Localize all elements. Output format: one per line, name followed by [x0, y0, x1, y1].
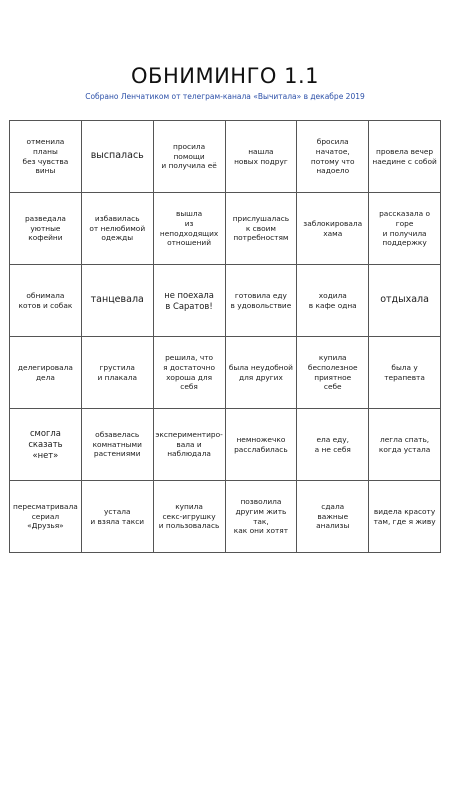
bingo-cell: устала и взяла такси — [82, 481, 154, 553]
bingo-cell: грустила и плакала — [82, 337, 154, 409]
bingo-cell: ела еду, а не себя — [297, 409, 369, 481]
bingo-cell: разведала уютные кофейни — [10, 193, 82, 265]
bingo-cell: купила секс-игрушку и пользовалась — [154, 481, 226, 553]
bingo-cell: вышла из неподходящих отношений — [154, 193, 226, 265]
bingo-cell: провела вечер наедине с собой — [369, 121, 441, 193]
page-title: ОБНИМИНГО 1.1 — [131, 64, 319, 88]
bingo-cell: сдала важные анализы — [297, 481, 369, 553]
page-subtitle: Собрано Ленчатиком от телеграм-канала «Вычитала» в декабре 2019 — [85, 92, 365, 101]
bingo-cell: смогла сказать «нет» — [10, 409, 82, 481]
bingo-cell: немножечко расслабилась — [226, 409, 298, 481]
bingo-cell: готовила еду в удовольствие — [226, 265, 298, 337]
bingo-cell: бросила начатое, потому что надоело — [297, 121, 369, 193]
bingo-cell: отменила планы без чувства вины — [10, 121, 82, 193]
bingo-cell: купила бесполезное приятное себе — [297, 337, 369, 409]
bingo-cell: заблокировала хама — [297, 193, 369, 265]
bingo-cell: была неудобной для других — [226, 337, 298, 409]
bingo-cell: танцевала — [82, 265, 154, 337]
bingo-cell: выспалась — [82, 121, 154, 193]
bingo-cell: пересматривала сериал «Друзья» — [10, 481, 82, 553]
bingo-cell: решила, что я достаточно хороша для себя — [154, 337, 226, 409]
bingo-cell: делегировала дела — [10, 337, 82, 409]
bingo-cell: обзавелась комнатными растениями — [82, 409, 154, 481]
bingo-cell: отдыхала — [369, 265, 441, 337]
bingo-cell: видела красоту там, где я живу — [369, 481, 441, 553]
bingo-cell: позволила другим жить так, как они хотят — [226, 481, 298, 553]
bingo-cell: была у терапевта — [369, 337, 441, 409]
bingo-cell: просила помощи и получила её — [154, 121, 226, 193]
bingo-cell: ходила в кафе одна — [297, 265, 369, 337]
bingo-cell: не поехала в Саратов! — [154, 265, 226, 337]
bingo-cell: обнимала котов и собак — [10, 265, 82, 337]
bingo-grid — [9, 120, 441, 553]
bingo-cell: рассказала о горе и получила поддержку — [369, 193, 441, 265]
bingo-cell: нашла новых подруг — [226, 121, 298, 193]
bingo-cell: избавилась от нелюбимой одежды — [82, 193, 154, 265]
bingo-cell: легла спать, когда устала — [369, 409, 441, 481]
bingo-cell: экспериментиро- вала и наблюдала — [154, 409, 226, 481]
bingo-cell: прислушалась к своим потребностям — [226, 193, 298, 265]
